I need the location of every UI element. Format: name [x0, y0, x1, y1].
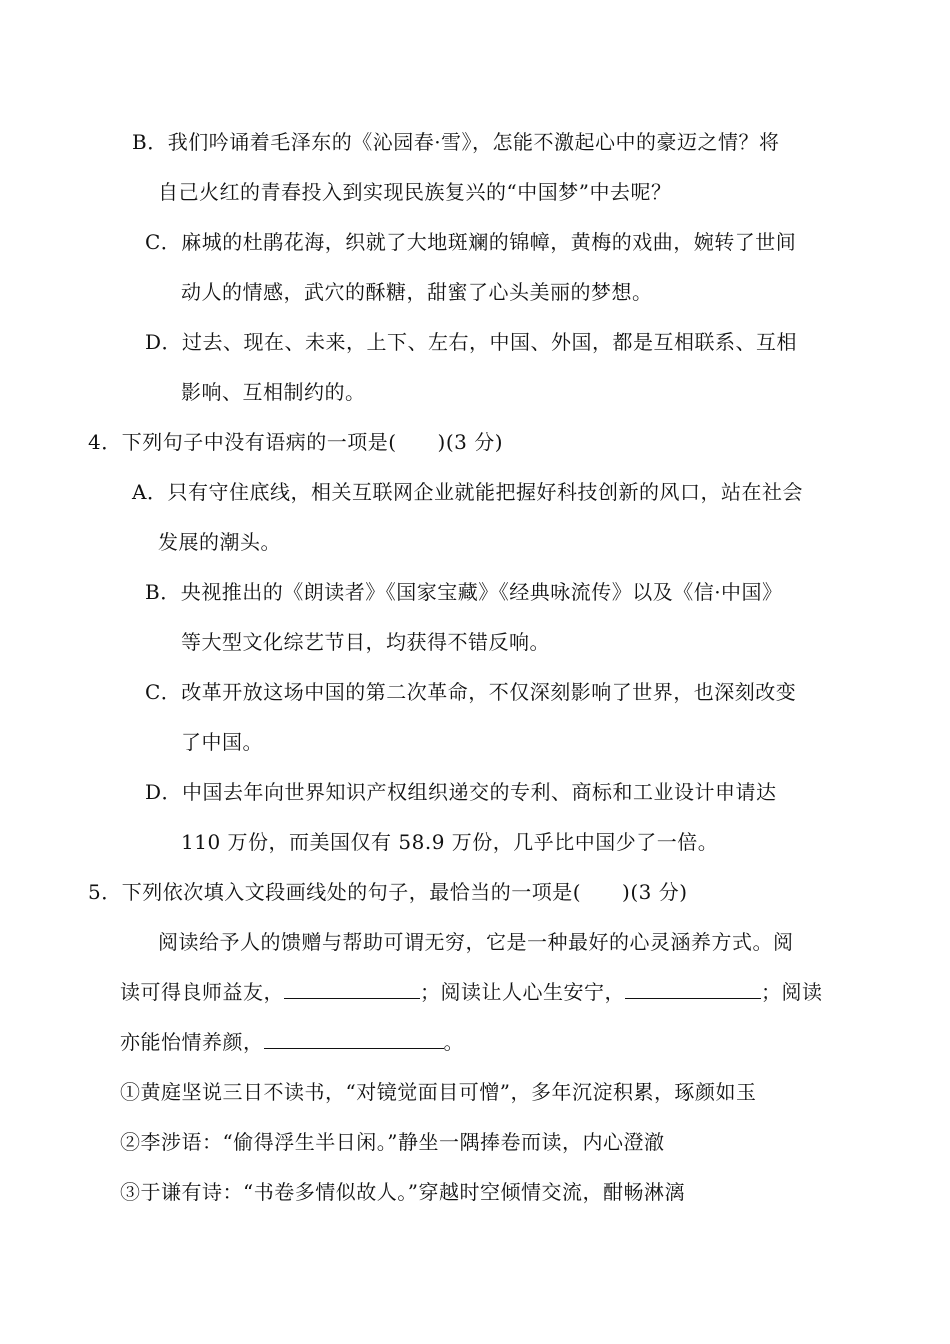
q4-stem: 4．下列句子中没有语病的一项是( )(3 分)	[88, 430, 504, 454]
q5-choice-3: ③于谦有诗：“书卷多情似故人。”穿越时空倾情交流，酣畅淋漓	[120, 1180, 685, 1204]
q5-passage-text: 亦能怡情养颜，	[120, 1030, 264, 1054]
q4-option-c-line2: 了中国。	[181, 730, 263, 754]
q4-option-b-line1: B．央视推出的《朗读者》《国家宝藏》《经典咏流传》以及《信·中国》	[145, 580, 783, 604]
q3-option-d-line1: D．过去、现在、未来，上下、左右，中国、外国，都是互相联系、互相	[145, 330, 798, 354]
q5-stem: 5．下列依次填入文段画线处的句子，最恰当的一项是( )(3 分)	[88, 880, 688, 904]
q3-option-b-line2: 自己火红的青春投入到实现民族复兴的“中国梦”中去呢？	[158, 180, 672, 204]
q5-choice-1: ①黄庭坚说三日不读书，“对镜觉面目可憎”，多年沉淀积累，琢颜如玉	[120, 1080, 757, 1104]
q4-option-a-line1: A．只有守住底线，相关互联网企业就能把握好科技创新的风口，站在社会	[132, 480, 803, 504]
answer-blank-2[interactable]	[625, 978, 761, 999]
q4-option-b-line2: 等大型文化综艺节目，均获得不错反响。	[181, 630, 550, 654]
q5-passage-line3	[120, 1028, 464, 1056]
answer-blank-3[interactable]	[264, 1028, 444, 1049]
q4-option-d-line1: D．中国去年向世界知识产权组织递交的专利、商标和工业设计申请达	[145, 780, 777, 804]
q3-option-c-line1: C．麻城的杜鹃花海，织就了大地斑斓的锦幛，黄梅的戏曲，婉转了世间	[145, 230, 797, 254]
q3-option-c-line2: 动人的情感，武穴的酥糖，甜蜜了心头美丽的梦想。	[181, 280, 653, 304]
q5-passage-text: 。	[443, 1030, 464, 1054]
q4-option-a-line2: 发展的潮头。	[158, 530, 281, 554]
q5-passage-text: ；阅读让人心生安宁，	[420, 980, 625, 1004]
q3-option-d-line2: 影响、互相制约的。	[181, 380, 366, 404]
q5-passage-text: ；阅读	[761, 980, 823, 1004]
q5-passage-line1: 阅读给予人的馈赠与帮助可谓无穷，它是一种最好的心灵涵养方式。阅	[158, 930, 794, 954]
q5-passage-text: 读可得良师益友，	[120, 980, 284, 1004]
q5-passage-line2	[120, 978, 823, 1006]
answer-blank-1[interactable]	[284, 978, 420, 999]
q5-choice-2: ②李涉语：“偷得浮生半日闲。”静坐一隅捧卷而读，内心澄澈	[120, 1130, 665, 1154]
q3-option-b-line1: B．我们吟诵着毛泽东的《沁园春·雪》，怎能不激起心中的豪迈之情？将	[132, 130, 780, 154]
q4-option-d-line2: 110 万份，而美国仅有 58.9 万份，几乎比中国少了一倍。	[181, 830, 719, 854]
q4-option-c-line1: C．改革开放这场中国的第二次革命，不仅深刻影响了世界，也深刻改变	[145, 680, 797, 704]
